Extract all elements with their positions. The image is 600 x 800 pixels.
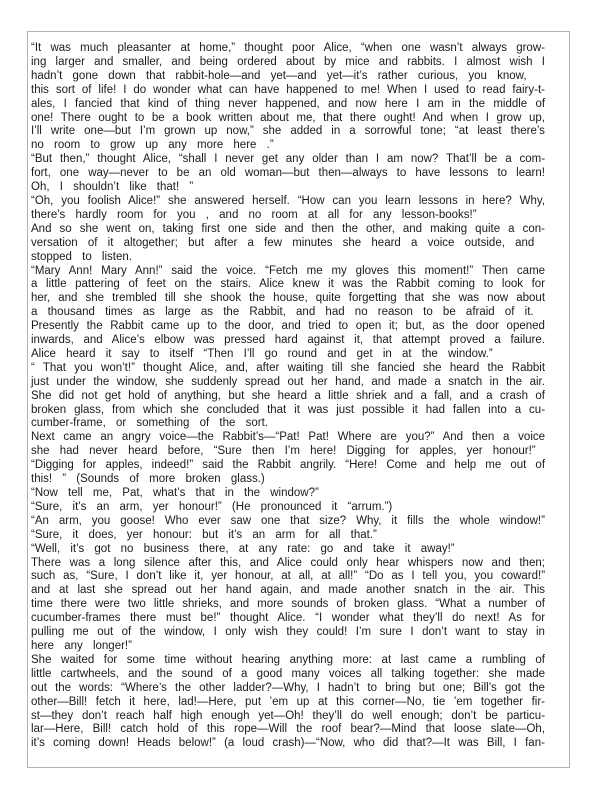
text-line: ales, I fancied that kind of thing never happened, and now here I am in the middle of: [31, 97, 546, 110]
text-line: she had never heard before, “Sure then I’m here! Digging for apples, yer honour!”: [31, 445, 536, 458]
text-line: her, and she trembled till she shook the house, quite forgetting that she was now about: [31, 292, 546, 305]
text-line: it’s coming down! Heads below!” (a loud crash)—“Now, who did that?—It was Bill, I fan-: [31, 737, 545, 750]
text-line: “Well, it’s got no business there, at any rate: go and take it away!”: [31, 542, 455, 555]
text-line: st—they don’t reach half high enough yet—Oh! they’ll do well enough; don’t be particu-: [31, 709, 546, 722]
text-line: no room to grow up any more here .”: [31, 139, 274, 152]
text-line: out the words: “Where’s the other ladder?—Why, I hadn’t to bring but one; Bill’s got the: [31, 681, 545, 694]
text-line: ing larger and smaller, and being ordered about by mice and rabbits. I almost wish I: [31, 55, 545, 68]
text-line: There was a long silence after this, and Alice could only hear whispers now and then;: [31, 556, 545, 569]
text-line: little cartwheels, and the sound of a good many voices all talking together: she made: [31, 667, 546, 680]
text-line: “Mary Ann! Mary Ann!” said the voice. “Fetch me my gloves this moment!” Then came: [31, 264, 546, 277]
text-line: “It was much pleasanter at home,” thought poor Alice, “when one wasn’t always grow-: [31, 42, 545, 54]
text-line: a thousand times as large as the Rabbit, and had no reason to be afraid of it.: [31, 306, 534, 319]
text-line: cumber-frame, or something of the sort.: [31, 417, 268, 430]
text-line: “Sure, it does, yer honour: but it’s an arm for all that.”: [31, 528, 377, 541]
text-line: such as, “Sure, I don’t like it, yer honour, at all, at all!” “Do as I tell you, you coward!”: [31, 570, 546, 583]
text-line: inwards, and Alice’s elbow was pressed hard against it, that attempt proved a failure.: [31, 334, 545, 347]
text-line: “An arm, you goose! Who ever saw one that size? Why, it fills the whole window!”: [31, 514, 545, 527]
text-line: time there were two little shrieks, and more sounds of broken glass. “What a number of: [31, 598, 545, 611]
text-line: there’s hardly room for you , and no room at all for any lesson-books!”: [31, 208, 477, 221]
text-line: Oh, I shouldn’t like that! ”: [31, 181, 194, 194]
text-line: stopped to listen.: [31, 250, 132, 263]
book-page-panel: [27, 31, 570, 768]
text-line: Next came an angry voice—the Rabbit’s—“Pat! Pat! Where are you?” And then a voice: [31, 431, 546, 444]
text-line: pulling me out of the window, I only wish they could! I’m sure I don’t want to stay in: [31, 626, 545, 639]
text-line: “Oh, you foolish Alice!” she answered herself. “How can you learn lessons in here? Why,: [31, 194, 546, 207]
text-line: I’ll write one—but I’m grown up now,” she added in a sorrowful tone; “at least there’s: [31, 125, 545, 138]
text-line: She did not get hold of anything, but she heard a little shriek and a fall, and a crash of: [31, 389, 545, 402]
text-line: “But then,” thought Alice, “shall I never get any older than I am now? That’ll be a com-: [31, 153, 546, 166]
text-line: fort, one way—never to be an old woman—but then—always to have lessons to learn!: [31, 167, 545, 180]
text-line: “Sure, it’s an arm, yer honour!” (He pronounced it “arrum.”): [31, 500, 393, 513]
text-line: hadn’t gone down that rabbit-hole—and yet—and yet—it’s rather curious, you know,: [31, 69, 527, 82]
text-line: here any longer!”: [31, 639, 132, 652]
text-line: this! ” (Sounds of more broken glass.): [31, 473, 265, 486]
text-line: And so she went on, taking first one side and then the other, and making quite a con-: [31, 222, 545, 235]
text-line: She waited for some time without hearing anything more: at last came a rumbling of: [31, 653, 545, 666]
text-line: versation of it altogether; but after a few minutes she heard a voice outside, and: [31, 236, 535, 249]
text-line: lar—Here, Bill! catch hold of this rope—Will the roof bear?—Mind that loose slate—Oh,: [31, 723, 546, 736]
page-text: [31, 42, 545, 751]
text-line: this sort of life! I do wonder what can have happened to me! When I used to read fairy-t-: [31, 83, 545, 96]
text-line: Alice heard it say to itself “Then I’ll go round and get in at the window.”: [31, 347, 493, 360]
text-line: cucumber-frames there must be!” thought Alice. “I wonder what they’ll do next! As for: [31, 612, 546, 625]
text-line: a little pattering of feet on the stairs. Alice knew it was the Rabbit coming to look for: [31, 278, 546, 291]
text-line: broken glass, from which she concluded that it was just possible it had fallen into a cu-: [31, 403, 546, 416]
text-line: “ That you won’t!” thought Alice, and, after waiting till she fancied she heard the Rabbit: [31, 361, 546, 374]
text-line: “Digging for apples, indeed!” said the Rabbit angrily. “Here! Come and help me out of: [31, 459, 546, 472]
text-line: Presently the Rabbit came up to the door, and tried to open it; but, as the door opened: [31, 320, 545, 333]
text-line: and at last she spread out her hand again, and made another snatch in the air. This: [31, 584, 546, 597]
text-line: other—Bill! fetch it here, lad!—Here, put ’em up at this corner—No, tie ’em together fir-: [31, 695, 545, 708]
text-line: just under the window, she suddenly spread out her hand, and made a snatch in the air.: [31, 375, 545, 388]
text-line: one! There ought to be a book written about me, that there ought! And when I grow up,: [31, 111, 545, 124]
text-line: “Now tell me, Pat, what’s that in the window?”: [31, 487, 319, 499]
